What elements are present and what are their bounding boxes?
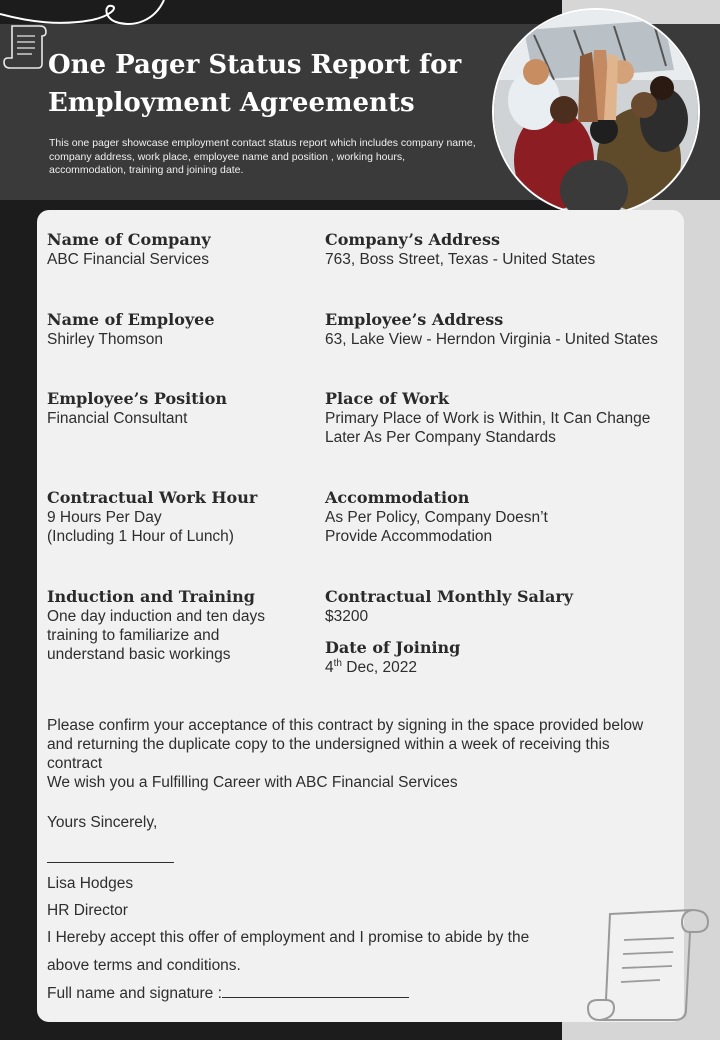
field-label: Employee’s Address (325, 310, 504, 329)
field-value: Primary Place of Work is Within, It Can Change Later As Per Company Standards (325, 410, 651, 446)
field-value: Financial Consultant (47, 410, 188, 427)
field-label: Date of Joining (325, 638, 461, 657)
field-label: Contractual Monthly Salary (325, 587, 574, 606)
scroll-icon (586, 904, 712, 1026)
field-label: Employee’s Position (47, 389, 227, 408)
salary-field (325, 587, 573, 626)
field-label: Contractual Work Hour (47, 488, 258, 507)
field-value: ABC Financial Services (47, 251, 209, 268)
joining-date-field (325, 638, 460, 677)
field-value: One day induction and ten days training to familiarize and understand basic workings (47, 608, 266, 663)
company-address-field (325, 230, 595, 269)
field-value: $3200 (325, 608, 369, 625)
field-label: Name of Company (47, 230, 211, 249)
employee-position-field (47, 389, 227, 428)
wish-text: We wish you a Fulfilling Career with ABC Financial Services (47, 774, 458, 791)
field-value: Shirley Thomson (47, 331, 164, 348)
employee-name-field (47, 310, 215, 349)
induction-field (47, 587, 265, 664)
employee-address-field (325, 310, 658, 349)
accommodation-field (325, 488, 548, 546)
field-label: Accommodation (325, 488, 470, 507)
joining-day: 4 (325, 659, 334, 676)
team-photo (492, 8, 700, 216)
signature-label: Full name and signature : (47, 985, 222, 1002)
field-label: Company’s Address (325, 230, 500, 249)
field-value: 763, Boss Street, Texas - United States (325, 251, 596, 268)
field-value (325, 658, 460, 677)
place-of-work-field (325, 389, 650, 447)
work-hour-field (47, 488, 257, 546)
signature-line (47, 862, 174, 863)
company-name-field (47, 230, 211, 269)
field-label: Place of Work (325, 389, 449, 408)
field-label: Induction and Training (47, 587, 255, 606)
joining-month-year: Dec, 2022 (341, 659, 417, 676)
field-label: Name of Employee (47, 310, 215, 329)
closing-text: Yours Sincerely, (47, 814, 158, 831)
acceptance-text-line1: I Hereby accept this offer of employment and I promise to abide by the (47, 929, 530, 946)
page-title: One Pager Status Report for Employment Agreements (48, 50, 462, 118)
acceptance-text-line2: above terms and conditions. (47, 957, 241, 974)
field-value: As Per Policy, Company Doesn’t Provide Accommodation (325, 509, 548, 545)
signature-input-line[interactable] (222, 983, 409, 998)
signature-field (47, 983, 409, 1003)
scroll-icon (2, 20, 50, 72)
signatory-name: Lisa Hodges (47, 875, 134, 892)
field-value: 9 Hours Per Day (Including 1 Hour of Lunch) (47, 509, 234, 545)
field-value: 63, Lake View - Herndon Virginia - United States (325, 331, 658, 348)
page-description: This one pager showcase employment contact status report which includes company name, company address, work place, employee name and position , working hours, accommodation, training and joining date. (49, 137, 476, 176)
joining-day-suffix: th (333, 657, 342, 669)
signatory-title: HR Director (47, 902, 128, 919)
confirm-paragraph: Please confirm your acceptance of this contract by signing in the space provided below and returning the duplicate copy to the undersigned within a week of receiving this contract (47, 717, 644, 772)
